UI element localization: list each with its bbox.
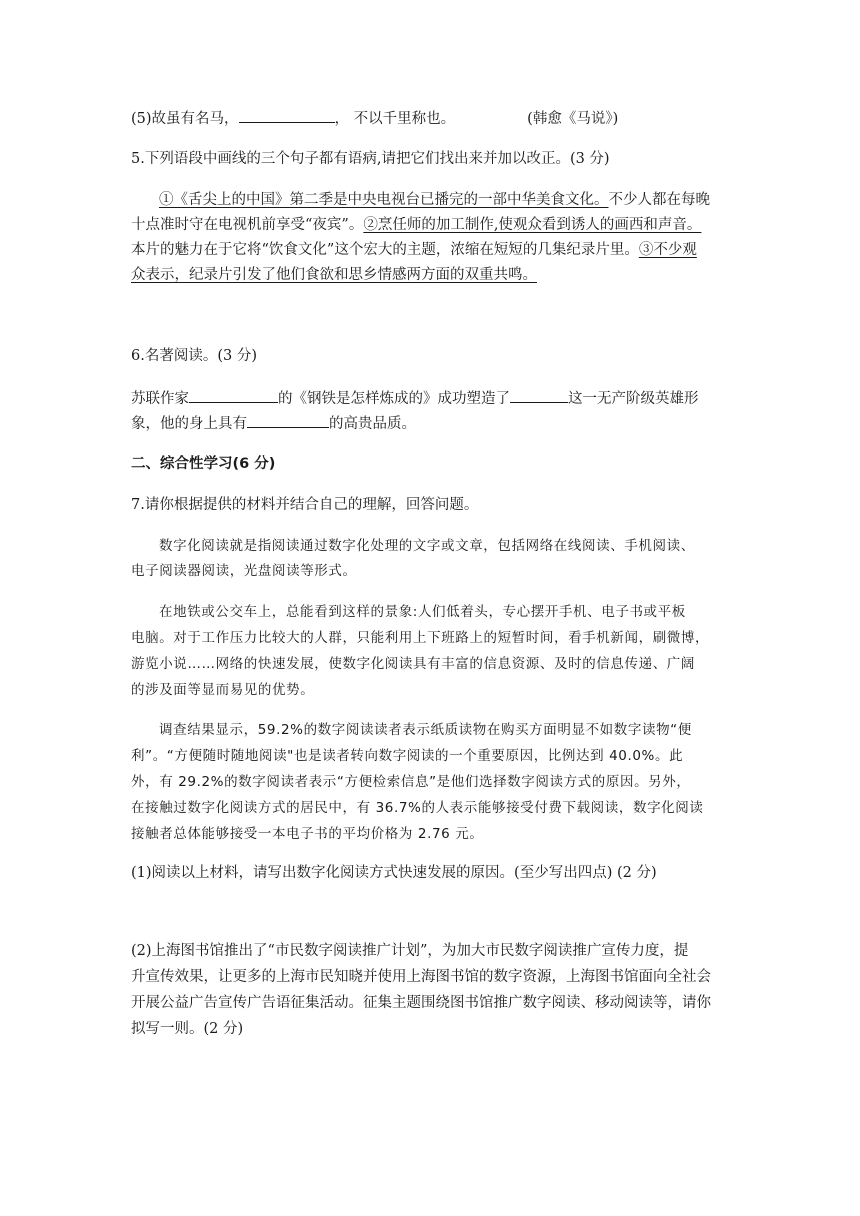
- section-2-heading: 二、综合性学习(6 分): [131, 456, 276, 472]
- underlined-sentence-2: ②烹任师的加工制作,使观众看到诱人的画西和声音。: [363, 217, 702, 233]
- q7-material-2-line-3: 游览小说……网络的快速发展，使数字化阅读具有丰富的信息资源、及时的信息传递、广阔: [131, 656, 695, 672]
- q7-subquestion-2-line-3: 开展公益广告宣传广告语征集活动。征集主题围绕图书馆推广数字阅读、移动阅读等，请你: [131, 995, 711, 1011]
- q7-material-3-line-4: 在接触过数字化阅读方式的居民中，有 36.7%的人表示能够接受付费下载阅读，数字化阅读: [131, 800, 704, 816]
- q7-subquestion-2-line-1: (2)上海图书馆推出了“市民数字阅读推广计划”，为加大市民数字阅读推广宣传力度，提: [131, 943, 689, 959]
- q7-material-2-line-1: 在地铁或公交车上，总能看到这样的景象:人们低着头，专心摆开手机、电子书或平板: [159, 604, 686, 620]
- q5-fill-line: [131, 107, 618, 129]
- answer-blank[interactable]: [510, 387, 568, 403]
- q7-subquestion-2-line-4: 拟写一则。(2 分): [131, 1021, 244, 1037]
- underlined-sentence-3: ③不少观: [638, 242, 697, 258]
- q6-fill-line-2: 象，他的身上具有 的高贵品质。: [131, 412, 416, 434]
- q7-material-3-line-3: 外，有 29.2%的数字阅读者表示“方便检索信息”是他们选择数字阅读方式的原因。另外，: [131, 774, 691, 790]
- question-5-title: 5.下列语段中画线的三个句子都有语病,请把它们找出来并加以改正。(3 分): [131, 151, 610, 167]
- q7-material-2-line-2: 电脑。对于工作压力比较大的人群，只能利用上下班路上的短暂时间，看手机新闻，刷微博，: [131, 630, 710, 646]
- answer-blank[interactable]: [239, 107, 335, 123]
- q7-material-1-line-1: 数字化阅读就是指阅读通过数字化处理的文字或文章，包括网络在线阅读、手机阅读、: [159, 538, 695, 554]
- q5-line-after: ， 不以千里称也。: [334, 111, 456, 127]
- q7-subquestion-2-line-2: 升宣传效果，让更多的上海市民知晓并使用上海图书馆的数字资源，上海图书馆面向全社会: [131, 969, 711, 985]
- question-7-title: 7.请你根据提供的材料并结合自己的理解，回答问题。: [131, 497, 479, 513]
- underlined-sentence-3-cont: 众表示，纪录片引发了他们食欲和思乡情感两方面的双重共鸣。: [131, 267, 537, 283]
- q7-subquestion-1: (1)阅读以上材料，请写出数字化阅读方式快速发展的原因。(至少写出四点) (2 分): [131, 865, 657, 881]
- q5-passage-line-2: 十点准时守在电视机前享受“夜宾”。②烹任师的加工制作,使观众看到诱人的画西和声音。: [131, 217, 702, 233]
- q5-passage-line-1: ①《舌尖上的中国》第二季是中央电视台已播完的一部中华美食文化。不少人都在每晚: [159, 192, 710, 208]
- q6-fill-line-1: 苏联作家 的《钢铁是怎样炼成的》成功塑造了 这一无产阶级英雄形: [131, 387, 699, 409]
- q7-material-3-line-2: 利”。“方便随时随地阅读"也是读者转向数字阅读的一个重要原因，比例达到 40.0%。此: [131, 748, 684, 764]
- q7-material-2-line-4: 的涉及面等显而易见的优势。: [131, 682, 315, 698]
- q5-passage-line-3: 本片的魅力在于它将“饮食文化”这个宏大的主题，浓缩在短短的几集纪录片里。③不少观: [131, 242, 697, 258]
- q7-material-3-line-5: 接触者总体能够接受一本电子书的平均价格为 2.76 元。: [131, 826, 484, 842]
- q5-passage-line-4: [131, 265, 537, 285]
- underlined-sentence-1: ①《舌尖上的中国》第二季是中央电视台已播完的一部中华美食文化。: [159, 192, 609, 208]
- question-6-title: 6.名著阅读。(3 分): [131, 348, 257, 364]
- q7-material-3-line-1: 调查结果显示，59.2%的数字阅读读者表示纸质读物在购买方面明显不如数字读物“便: [159, 722, 692, 738]
- q7-material-1-line-2: 电子阅读器阅读，光盘阅读等形式。: [131, 563, 357, 579]
- answer-blank[interactable]: [189, 387, 278, 403]
- q5-line-before: (5)故虽有名马，: [131, 111, 239, 127]
- answer-blank[interactable]: [247, 412, 329, 428]
- q5-line-source: (韩愈《马说》): [527, 111, 619, 127]
